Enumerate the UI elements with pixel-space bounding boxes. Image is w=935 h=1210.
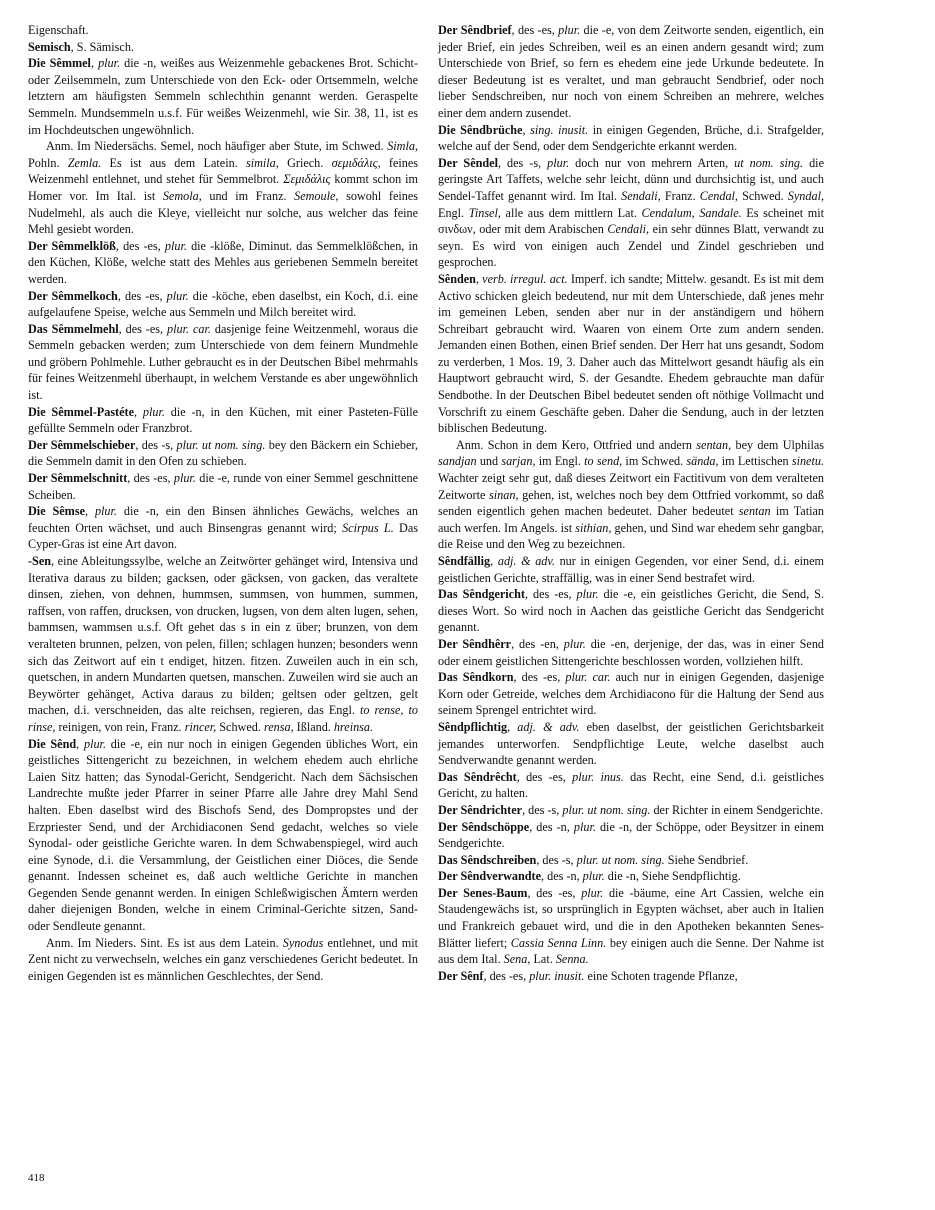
entry-text: , des -es, bbox=[118, 321, 168, 336]
entry-text: , bbox=[90, 56, 99, 71]
headword: Die Sêmse bbox=[28, 504, 85, 519]
entry-text: die -e, runde von einer Semmel geschnittene Scheiben. bbox=[28, 471, 418, 502]
italic-term: plur. ut nom. sing. bbox=[576, 852, 665, 867]
entry-text: die -klöße, Diminut. das Semmelklößchen, in den Küchen, Klöße, welche statt des Mehles aus geriebenen Semmeln bereitet werden. bbox=[28, 238, 418, 286]
headword: -Sen bbox=[28, 554, 52, 568]
entry-text: alle aus dem mittlern Lat. bbox=[500, 205, 642, 220]
headword: Der Sêndverwandte bbox=[438, 869, 542, 884]
dictionary-entry bbox=[438, 885, 824, 968]
italic-term: plur. bbox=[94, 504, 117, 519]
entry-text: , S. Sämisch. bbox=[70, 39, 134, 54]
entry-text: Wachter zeigt sehr gut, daß dieses Zeitwort ein Factitivum von dem veralteten Zeitworte bbox=[438, 471, 824, 502]
entry-text: , des -s, bbox=[497, 155, 548, 170]
entry-text: reinigen, von rein, Franz. bbox=[55, 719, 185, 734]
annotation-paragraph bbox=[438, 437, 824, 553]
dictionary-entry bbox=[28, 321, 418, 404]
italic-term: ut nom. sing. bbox=[734, 155, 804, 170]
entry-text: , des -en, bbox=[511, 636, 564, 651]
italic-term: Semoule, bbox=[294, 188, 339, 203]
entry-text: die -n, in den Küchen, mit einer Pasteten-Fülle gefüllte Semmeln oder Franzbrot. bbox=[28, 404, 419, 436]
entry-text: bey den Bäckern ein Schieber, die Semmeln damit in den Ofen zu schieben. bbox=[28, 437, 418, 469]
entry-text: die -e, ein geistliches Gericht, die Send, S. dieses Wort. So wird noch in Aachen das geistliche Gericht das Sendgericht genannt. bbox=[438, 587, 824, 635]
entry-text: der Richter in einem Sendgerichte. bbox=[650, 802, 823, 817]
italic-term: plur. inusit. bbox=[529, 968, 585, 983]
entry-text: , des -n, bbox=[541, 869, 583, 884]
entry-text: Eigenschaft. bbox=[28, 23, 89, 37]
italic-term: Syndal, bbox=[787, 188, 825, 203]
dictionary-entry bbox=[438, 819, 824, 852]
dictionary-entry bbox=[438, 968, 824, 985]
italic-term: Sena, bbox=[503, 952, 531, 967]
entry-text: dasjenige feine Weitzenmehl, woraus die Semmeln gebacken werden; zum Unterschiede von dem feinern Mundmehle und gröbern Pohlmehle. Luther gebraucht es in der Deutschen Bibel mehrmahls für feines Weitzenmehl überhaupt, in welchem Verstande es aber ungewöhnlich ist. bbox=[28, 321, 418, 403]
entry-text: auch nur in einigen Gegenden, dasjenige Korn oder Getreide, welches dem Archidiacono für die Haltung der Send aus seinem Sprengel entrichtet wird. bbox=[438, 670, 824, 718]
italic-term: sithian, bbox=[575, 520, 612, 535]
entry-text: kommt schon im Homer vor. Im Ital. ist bbox=[28, 172, 418, 203]
italic-term: verb. irregul. act. bbox=[482, 271, 568, 286]
italic-term: Cendali, bbox=[607, 222, 650, 237]
dictionary-entry bbox=[438, 122, 824, 155]
entry-text: Imperf. ich sandte; Mittelw. gesandt. Es ist mit dem Activo schicken gleich bedeutend, nur mit dem Unterschiede, daß jenes mehr im gemeinen Leben, senden aber nur in der anständigern und höhern Schreibart gebraucht wird. Waaren von einem Orte zum andern senden. Jemanden einen Bothen, einen Brief senden. Der Herr hat uns gesandt, Sodom zu verderben, 1 Mos. 19, 3. Daher auch das Mittelwort gesandt häufig als ein Hauptwort gebraucht wird, S. der Gesandte. Ehedem gebrauchte man dafür Sendbothe. In der Deutschen Bibel bedeutet senden oft nöthige Vollmacht und Vorschrift zu einem Geschäfte geben. Daher die Sendung, auch in der letzten biblischen Bedeutung. bbox=[438, 271, 824, 436]
italic-term: plur. bbox=[573, 819, 596, 834]
italic-term: Simla, bbox=[387, 139, 418, 154]
entry-text: , eine Ableitungssylbe, welche an Zeitwörter gehänget wird, Intensiva und Iterativa daraus zu bilden; gacksen, oder gäcksen, von gacken, das veraltete dinsen, ziehen, von dehnen, hummsen, summsen, von hummen, summen, raffsen, von raffen, drucksen, von drucken, lugsen, von dem alten lugen, sehen, bammsen, wammsen u.s.f. Oft gehet das s in ein z über; brunzen, von dem veralteten brunnen, pelzen, von pelen, fillen; schlagen hunzen; besonders wenn sich das Zeitwort auf ein t endiget, hitzen. fitzen. Zuweilen auch in ein sch, quetschen, in andern Mundarten quetsen, manschen. Zuweilen wird sie auch an Beywörter gehänget, Activa daraus zu bilden; geltsen oder geltzen, gelt machen, d.i. verschneiden, das alte reichsen, regieren, das Engl. bbox=[28, 554, 418, 718]
headword: Das Sêndkorn bbox=[438, 670, 514, 685]
headword: Das Sêndgericht bbox=[438, 587, 525, 602]
italic-term: Senna. bbox=[555, 952, 589, 967]
italic-term: Semola, bbox=[162, 188, 202, 203]
entry-text: Anm. Im Niedersächs. Semel, noch häufiger aber Stute, im Schwed. bbox=[46, 139, 388, 154]
italic-term: sandjan bbox=[438, 454, 477, 469]
entry-text: , bbox=[507, 719, 518, 734]
entry-text: feines Weizenmehl entlehnet, und stehet für Semmelbrot. bbox=[28, 155, 418, 187]
entry-text: , des -es, bbox=[117, 288, 167, 303]
entry-text: , bbox=[490, 554, 498, 568]
entry-text: Anm. Im Nieders. Sint. Es ist aus dem Latein. bbox=[46, 935, 283, 950]
entry-text: Das Cyper-Gras ist eine Art davon. bbox=[28, 520, 418, 552]
entry-text: bey dem Ulphilas bbox=[731, 437, 824, 452]
entry-text: , bbox=[522, 122, 531, 137]
headword: Der Sêndschöppe bbox=[438, 819, 530, 834]
entry-text: die -n, weißes aus Weizenmehle gebackenes Brot. Schicht- oder Zeilsemmeln, zum Unterschiede von den Eck- oder Ortsemmeln, welche letztern am häufigsten Semmeln schlechthin genannt werden. Geraspelte Semmeln. Mundsemmeln u.s.f. Für weißes Weizenmehl, wie Sir. 38, 11, ist es im Hochdeutschen ungewöhnlich. bbox=[28, 56, 419, 137]
dictionary-entry bbox=[438, 802, 824, 819]
italic-term: sarjan, bbox=[501, 454, 536, 469]
entry-text: , des -es, bbox=[524, 587, 577, 602]
entry-text: im Tatian auch werfen. Im Angels. ist bbox=[438, 504, 824, 535]
headword: Der Sêndel bbox=[438, 155, 498, 170]
headword: Das Sêndschreiben bbox=[438, 852, 537, 867]
italic-term: Σεμιδάλις bbox=[283, 172, 331, 187]
headword: Der Sêmmelkoch bbox=[28, 288, 118, 303]
entry-text: in einigen Gegenden, Brüche, d.i. Strafgelder, welche auf der Send, oder dem Sendgerichte erkannt werden. bbox=[438, 122, 825, 154]
entry-text: im Engl. bbox=[535, 454, 585, 469]
italic-term: Synodus bbox=[282, 935, 324, 950]
italic-term: plur. bbox=[83, 736, 106, 751]
annotation-paragraph bbox=[28, 138, 418, 238]
entry-text: bey einigen auch die Senne. Der Nahme ist aus dem Ital. bbox=[438, 935, 824, 967]
headword: Der Senes-Baum bbox=[438, 885, 528, 900]
dictionary-entry bbox=[28, 39, 418, 56]
entry-text: Lat. bbox=[530, 952, 556, 967]
italic-term: sinan, bbox=[489, 487, 519, 502]
italic-term: Zemla. bbox=[67, 155, 102, 170]
entry-text: , des -n, bbox=[529, 819, 574, 834]
entry-text: im Schwed. bbox=[622, 454, 687, 469]
entry-text: entlehnet, und mit Zent nicht zu verwechseln, welches ein ganz verschiedenes Gericht bedeutet. In einigen Gegenden ist es männlichen Geschlechtes, der Send. bbox=[28, 935, 418, 983]
entry-text: die -n, der Schöppe, oder Beysitzer in einem Sendgerichte. bbox=[438, 819, 825, 851]
italic-term: sända, bbox=[686, 454, 719, 469]
italic-term: Tinsel, bbox=[468, 205, 501, 220]
italic-term: plur. ut nom. sing. bbox=[176, 437, 266, 452]
dictionary-entry bbox=[438, 669, 824, 719]
dictionary-entry bbox=[438, 636, 824, 669]
dictionary-entry bbox=[438, 868, 824, 885]
entry-text: eine Schoten tragende Pflanze, bbox=[584, 968, 738, 983]
dictionary-entry bbox=[28, 470, 418, 503]
annotation-paragraph bbox=[28, 935, 418, 985]
entry-text: die -n, ein den Binsen ähnliches Gewächs, welches an feuchten Orten wächset, und auch Binsengras genannt wird; bbox=[28, 504, 418, 535]
italic-term: plur. ut nom. sing. bbox=[562, 802, 651, 817]
headword: Der Sêmmelschnitt bbox=[28, 471, 128, 486]
dictionary-entry bbox=[28, 22, 418, 39]
entry-text: doch nur von mehrern Arten, bbox=[569, 155, 735, 170]
italic-term: plur. bbox=[581, 885, 604, 900]
entry-text: , des -es, bbox=[483, 968, 530, 983]
italic-term: plur. bbox=[558, 23, 581, 37]
headword: Der Sêmmelklöß bbox=[28, 238, 116, 253]
entry-text: Ißland. bbox=[293, 719, 334, 734]
italic-term: Scirpus L. bbox=[342, 520, 394, 535]
entry-text: Franz. bbox=[660, 188, 700, 203]
entry-text: , des -s, bbox=[135, 437, 177, 452]
headword: Das Sêndrêcht bbox=[438, 769, 517, 784]
left-column bbox=[28, 22, 418, 984]
italic-term: Cendal, bbox=[699, 188, 738, 203]
dictionary-entry bbox=[438, 852, 824, 869]
entry-text: , des -es, bbox=[513, 670, 566, 685]
entry-text: Engl. bbox=[438, 205, 469, 220]
entry-text: , bbox=[475, 271, 483, 286]
dictionary-entry bbox=[28, 503, 418, 553]
dictionary-entry bbox=[438, 553, 824, 586]
entry-text: und im Franz. bbox=[201, 188, 295, 203]
entry-text: und bbox=[476, 454, 502, 469]
dictionary-entry bbox=[28, 736, 418, 935]
italic-term: plur. bbox=[142, 404, 165, 419]
headword: Der Sêndhêrr bbox=[438, 636, 512, 651]
entry-text: das Recht, eine Send, d.i. geistliches Gericht, zu halten. bbox=[438, 769, 825, 801]
entry-text: Griech. bbox=[278, 155, 332, 170]
entry-text: die -e, von dem Zeitworte senden, eigentlich, ein jeder Brief, ein jedes Schreiben, weil es an einen andern gesandt wird; zum Unterschiede von Brief, so fern es ehedem eine jede Urkunde bedeutete. In dieser Bedeutung ist es veraltet, und man gebraucht Sendbrief, oder noch lieber Sendschreiben, nur noch von einem Schreiben an mehrere, welches einer dem andern zusendet. bbox=[438, 23, 824, 120]
italic-term: plur. bbox=[173, 471, 196, 486]
italic-term: to send, bbox=[584, 454, 623, 469]
dictionary-entry bbox=[28, 55, 418, 138]
italic-term: plur. bbox=[582, 869, 605, 884]
italic-term: plur. car. bbox=[167, 321, 211, 336]
headword: Semisch bbox=[28, 39, 71, 54]
dictionary-entry bbox=[438, 769, 824, 802]
italic-term: plur. bbox=[547, 155, 570, 170]
headword: Die Sêmmel bbox=[28, 56, 91, 71]
entry-text: Es ist aus dem Latein. bbox=[101, 155, 246, 170]
italic-term: hreinsa. bbox=[333, 719, 374, 734]
italic-term: plur. bbox=[166, 288, 189, 303]
entry-text: Anm. Schon in dem Kero, Ottfried und andern bbox=[456, 437, 697, 452]
headword: Das Sêmmelmehl bbox=[28, 321, 119, 336]
italic-term: rincer, bbox=[184, 719, 217, 734]
headword: Sêndfällig bbox=[438, 554, 491, 568]
entry-text: eben daselbst, der geistlichen Gerichtsbarkeit jemandes unterworfen. Sendpflichtige Leute, welche daselbst auch Sendverwandte genannt werden. bbox=[438, 719, 824, 768]
entry-text: Pohln. bbox=[28, 155, 68, 170]
entry-text: nur in einigen Gegenden, vor einer Send, d.i. einem geistlichen Gerichte, straffällig, was in einer Send bestrafet wird. bbox=[438, 554, 825, 585]
entry-text: Siehe Sendbrief. bbox=[664, 852, 749, 867]
italic-term: rensa, bbox=[263, 719, 294, 734]
italic-term: plur. car. bbox=[565, 670, 611, 685]
right-column bbox=[438, 22, 824, 984]
entry-text: Schwed. bbox=[737, 188, 788, 203]
entry-text: , bbox=[85, 504, 95, 519]
entry-text: , des -s, bbox=[522, 802, 563, 817]
entry-text: , des -es, bbox=[115, 238, 165, 253]
entry-text: Schwed. bbox=[216, 719, 264, 734]
italic-term: σεμιδάλις, bbox=[331, 155, 381, 170]
headword: Die Sêndbrüche bbox=[438, 122, 523, 137]
italic-term: Cassia Senna Linn. bbox=[510, 935, 607, 950]
italic-term: to rense, to rinse, bbox=[28, 703, 418, 734]
italic-term: plur. inus. bbox=[572, 769, 624, 784]
italic-term: sentan bbox=[738, 504, 771, 519]
headword: Der Sêmmelschieber bbox=[28, 437, 136, 452]
page-number: 418 bbox=[28, 1172, 45, 1184]
italic-term: adj. & adv. bbox=[517, 719, 580, 734]
dictionary-entry bbox=[438, 22, 824, 122]
entry-text: , bbox=[76, 736, 84, 751]
dictionary-entry bbox=[28, 437, 418, 470]
entry-text: , bbox=[134, 404, 143, 419]
entry-text: , des -s, bbox=[536, 852, 577, 867]
dictionary-entry bbox=[28, 238, 418, 288]
entry-text: , des -es, bbox=[511, 23, 559, 37]
entry-text: im Lettischen bbox=[718, 454, 792, 469]
italic-term: sentan, bbox=[696, 437, 732, 452]
italic-term: sing. inusit. bbox=[530, 122, 589, 137]
dictionary-entry bbox=[438, 586, 824, 636]
headword: Sêndpflichtig bbox=[438, 719, 508, 734]
entry-text: gehen, und Sind war ehedem sehr gangbar, die Reise und den Weg zu bezeichnen. bbox=[438, 520, 824, 552]
italic-term: sinetu. bbox=[791, 454, 824, 469]
dictionary-entry bbox=[28, 288, 418, 321]
italic-term: Cendalum, Sandale. bbox=[641, 205, 742, 220]
italic-term: plur. bbox=[563, 636, 586, 651]
italic-term: Sendali, bbox=[621, 188, 661, 203]
headword: Der Sêndrichter bbox=[438, 802, 523, 817]
entry-text: gehen, ist, welches noch bey dem Ottfried vorkommt, so daß senden eigentlich gehen machen bedeutet. Daher bedeutet bbox=[438, 487, 824, 519]
entry-text: Es scheinet mit σινδων, oder mit dem Arabischen bbox=[438, 205, 824, 237]
dictionary-entry bbox=[438, 271, 824, 437]
headword: Die Sêmmel-Pastéte bbox=[28, 404, 134, 419]
entry-text: die -e, ein nur noch in einigen Gegenden übliches Wort, ein geistliches Sittengericht zu bezeichnen, in welchem ehedem auch ehrliche Laien Sitz hatten; das Synodal-Gericht, Sendgericht. Nach dem Sächsischen Landrechte mußte jeder Pfarrer in seiner Pfarre alle Jahre drey Mahl Send halten. Eben daselbst wird des Bischofs Send, des Dompropstes und der Erzpriester Send, und der Archidiaconen Send gedacht, welches so viele Synodal- oder geistliche Gerichte waren. In dem Schwabenspiegel, wird auch eine Synode, d.i. die Versammlung, der Geistlichen einer Diöces, die Sende genannt. Indessen scheinet es, daß auch weltliche Gerichte in manchen Gegenden Sende genannt werden. In einigen Schleßwigischen Ämtern werden daher diejenigen Bonden, welche in einem Criminal-Gerichte sitzen, Sand- oder Sendleute genannt. bbox=[28, 736, 419, 934]
italic-term: plur. bbox=[576, 587, 599, 602]
entry-text: sowohl feines Nudelmehl, als auch die Kleye, vielleicht nur solche, aus welcher das feine Mehl gesiebt worden. bbox=[28, 188, 418, 237]
italic-term: adj. & adv. bbox=[497, 554, 555, 568]
headword: Die Sênd bbox=[28, 736, 77, 751]
dictionary-entry bbox=[28, 553, 418, 736]
entry-text: die geringste Art Taffets, welche sehr leicht, dünn und durchsichtig ist, und auch Sendel-Taffet genannt wird. Im Ital. bbox=[438, 155, 824, 203]
italic-term: plur. bbox=[98, 56, 121, 71]
italic-term: plur. bbox=[164, 238, 187, 253]
dictionary-entry bbox=[28, 404, 418, 437]
headword: Der Sênf bbox=[438, 968, 484, 983]
italic-term: simila, bbox=[245, 155, 279, 170]
headword: Sênden bbox=[438, 271, 476, 286]
headword: Der Sêndbrief bbox=[438, 23, 512, 37]
entry-text: , des -es, bbox=[527, 885, 582, 900]
entry-text: , des -es, bbox=[127, 471, 174, 486]
entry-text: die -köche, eben daselbst, ein Koch, d.i. eine aufgelaufene Speise, welche aus Semmeln und Milch bereitet wird. bbox=[28, 288, 418, 320]
entry-text: die -n, Siehe Sendpflichtig. bbox=[604, 869, 741, 884]
entry-text: die -bäume, eine Art Cassien, welche ein Staudengewächs ist, so ursprünglich in Egypten wächset, aber auch in Italien und Frankreich gebauet wird, und die in den Apotheken bekannten Senes-Blätter liefert; bbox=[438, 885, 825, 950]
dictionary-entry bbox=[438, 155, 824, 271]
dictionary-entry bbox=[438, 719, 824, 769]
entry-text: ein sehr dünnes Blatt, verwandt zu seyn. Es wird von einigen auch Zendel und Zindel geschrieben und gesprochen. bbox=[438, 222, 824, 270]
entry-text: , des -es, bbox=[516, 769, 573, 784]
entry-text: die -en, derjenige, der das, was in einer Send oder einem geistlichen Sittengerichte beschlossen worden, vollziehen hilft. bbox=[438, 636, 825, 668]
